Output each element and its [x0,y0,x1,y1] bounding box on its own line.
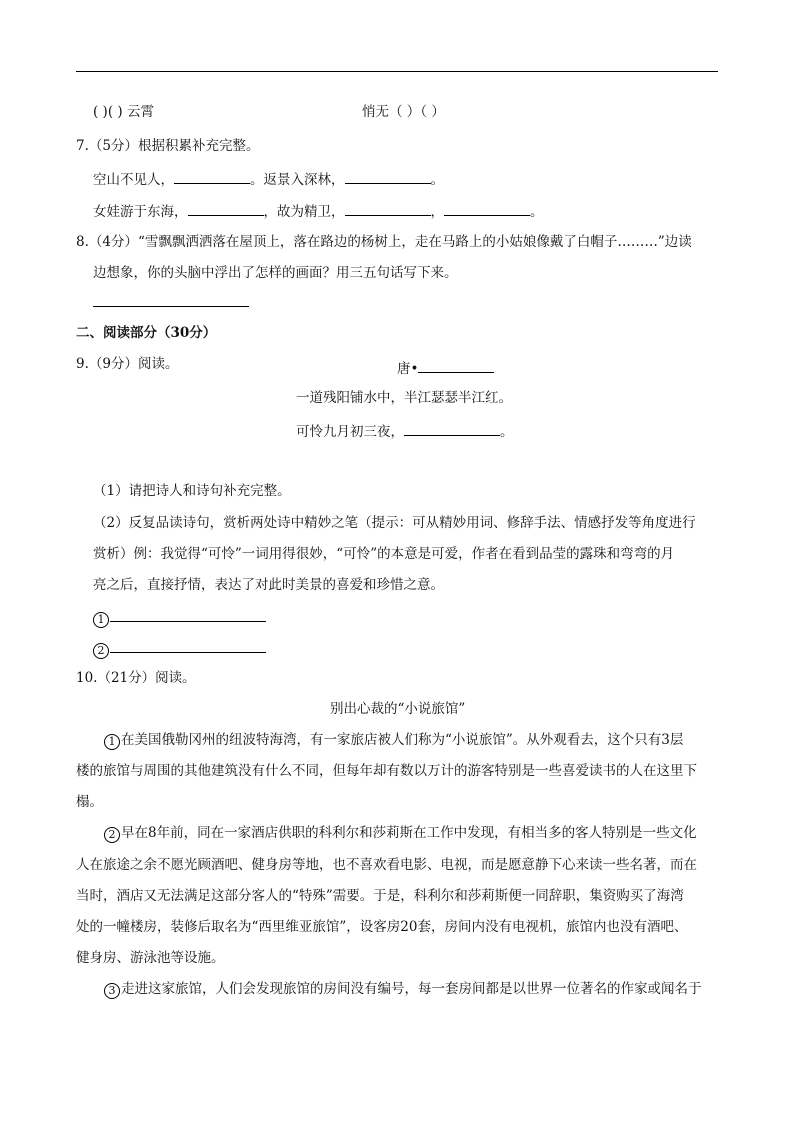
q7-heading: 7.（5分）根据积累补充完整。 [76,138,260,154]
prev-question-blanks-left: ( )( ) 云霄 [93,104,154,120]
q7-blank-5[interactable] [444,201,530,216]
q7-blank-1[interactable] [174,169,250,184]
q8-answer-line[interactable] [93,306,249,307]
q9-poem-text: 可怜九月初三夜， [296,424,404,440]
q7-text: 。返景入深林， [250,172,345,188]
q10-p3-line-1 [104,980,702,999]
q10-p2-line-1 [104,824,697,843]
section-2-title: 二、阅读部分（30分） [76,325,217,341]
q10-p1-text: 在美国俄勒冈州的纽波特海湾，有一家旅店被人们称为“小说旅馆”。从外观看去，这个只有3层 [121,732,684,748]
q7-text: 女娃游于东海， [93,204,188,220]
q10-p2-line-4: 处的一幢楼房，装修后取名为“西里维亚旅馆”，设客房20套，房间内没有电视机，旅馆内也没有酒吧、 [76,919,688,935]
q9-answer-2-number: 2 [93,643,109,659]
q7-line-1 [93,169,444,189]
q7-blank-4[interactable] [345,201,431,216]
q9-sub-1: （1）请把诗人和诗句补充完整。 [93,483,291,499]
q7-text: 。 [530,204,544,220]
q10-p1-line-2: 楼的旅馆与周围的其他建筑没有什么不同，但每年却有数以万计的游客特别是一些喜爱读书的人在这里下 [76,763,697,779]
q10-p2-line-5: 健身房、游泳池等设施。 [76,950,225,966]
q7-line-2 [93,201,544,221]
q8-line-1: 8.（4分）“雪飘飘洒洒落在屋顶上，落在路边的杨树上，走在马路上的小姑娘像戴了白帽子………”边读 [76,234,692,250]
q10-p2-line-2: 人在旅途之余不愿光顾酒吧、健身房等地，也不喜欢看电影、电视，而是愿意静下心来读一些名著，而在 [76,857,697,873]
q9-poem-blank[interactable] [404,421,500,436]
q10-p3-number: 3 [104,983,120,999]
q10-p3-text: 走进这家旅馆，人们会发现旅馆的房间没有编号，每一套房间都是以世界一位著名的作家或闻名于 [121,981,702,997]
q7-text: 空山不见人， [93,172,174,188]
q7-blank-2[interactable] [345,169,431,184]
q9-heading: 9.（9分）阅读。 [76,356,179,372]
q9-author-prefix: 唐• [397,361,419,377]
q9-answer-2 [93,638,266,659]
q10-article-title: 别出心裁的“小说旅馆” [330,701,466,717]
q10-p2-line-3: 当时，酒店又无法满足这部分客人的“特殊”需要。于是，科利尔和莎莉斯便一同辞职，集资购买了海湾 [76,888,684,904]
q9-author-blank[interactable] [418,358,494,373]
q8-line-2: 边想象，你的头脑中浮出了怎样的画面？用三五句话写下来。 [93,265,458,281]
q7-text: 。 [430,172,444,188]
q9-sub-2-line-1: （2）反复品读诗句，赏析两处诗中精妙之笔（提示：可从精妙用词、修辞手法、情感抒发等角度进行 [93,515,696,531]
q9-poem-author [397,358,494,378]
q10-p1-line-1 [104,731,683,750]
q9-answer-1 [93,607,266,628]
q7-text: ， [430,204,444,220]
q7-text: ，故为精卫， [263,204,345,220]
q7-blank-3[interactable] [188,201,264,216]
q10-p1-number: 1 [104,734,120,750]
q10-heading: 10.（21分）阅读。 [76,670,196,686]
prev-question-blanks-right: 悄无（ ）（ ） [362,104,445,120]
q9-sub-2-line-3: 亮之后，直接抒情，表达了对此时美景的喜爱和珍惜之意。 [93,577,444,593]
q9-answer-1-number: 1 [93,612,109,628]
q10-p1-line-3: 榻。 [76,794,103,810]
q9-answer-1-line[interactable] [110,607,266,622]
q9-sub-2-line-2: 赏析）例：我觉得“可怜”一词用得很妙，“可怜”的本意是可爱，作者在看到品莹的露珠和弯弯的月 [93,546,675,562]
header-rule [76,71,718,72]
q10-p2-number: 2 [104,827,120,843]
q9-poem-line-2 [296,421,514,441]
q10-p2-text: 早在8年前，同在一家酒店供职的科利尔和莎莉斯在工作中发现，有相当多的客人特别是一些文化 [121,825,697,841]
q9-answer-2-line[interactable] [110,638,266,653]
q9-poem-line-1: 一道残阳铺水中，半江瑟瑟半江红。 [296,390,512,406]
q9-poem-text: 。 [500,424,514,440]
